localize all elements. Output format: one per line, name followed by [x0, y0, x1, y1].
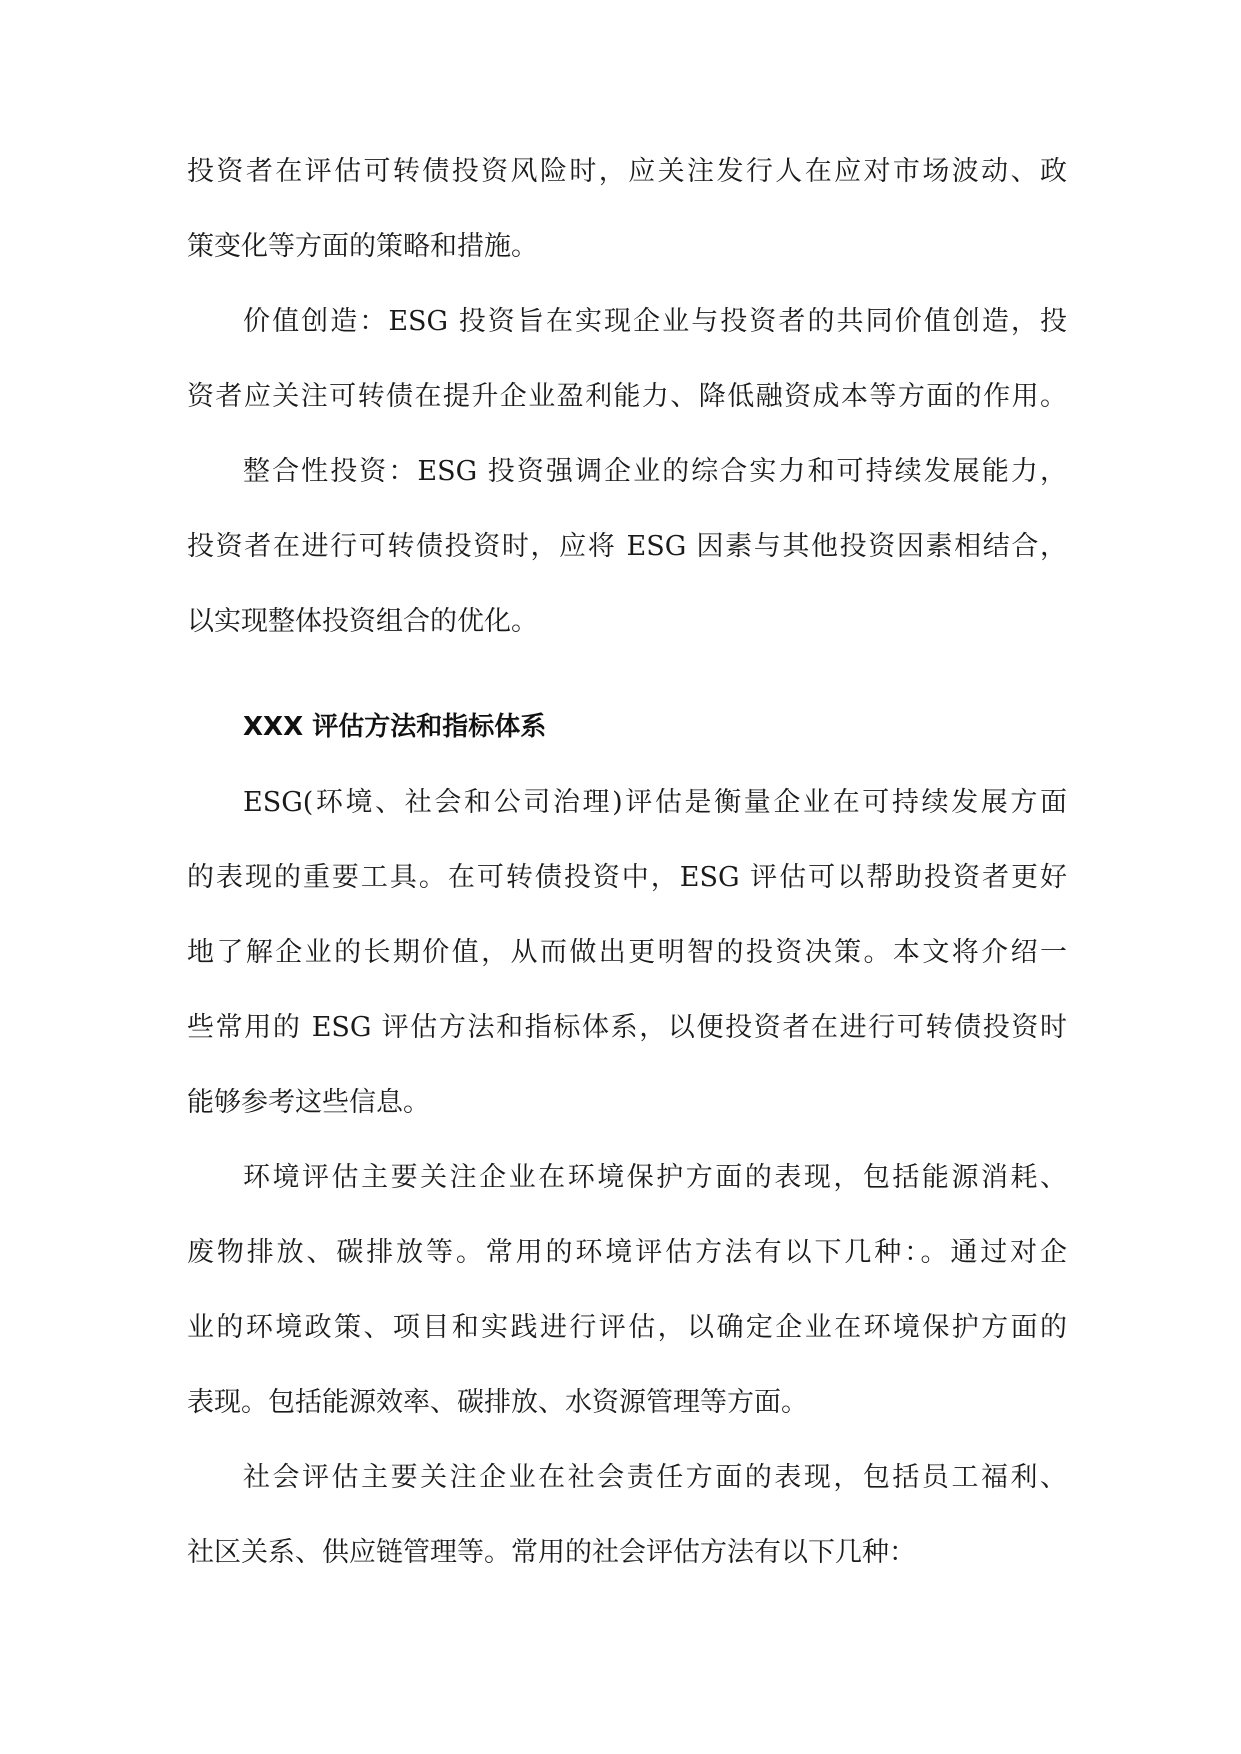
text-line: 些常用的 ESG 评估方法和指标体系，以便投资者在进行可转债投资时: [187, 1012, 1067, 1043]
text-line: 地了解企业的长期价值，从而做出更明智的投资决策。本文将介绍一: [187, 937, 1067, 968]
text-line: 环境评估主要关注企业在环境保护方面的表现，包括能源消耗、: [243, 1162, 1067, 1193]
text-line: 业的环境政策、项目和实践进行评估，以确定企业在环境保护方面的: [187, 1312, 1067, 1343]
text-line: 表现。包括能源效率、碳排放、水资源管理等方面。: [187, 1387, 808, 1418]
text-line: 社会评估主要关注企业在社会责任方面的表现，包括员工福利、: [243, 1462, 1067, 1493]
text-line: 以实现整体投资组合的优化。: [187, 606, 538, 637]
text-line: ESG(环境、社会和公司治理)评估是衡量企业在可持续发展方面: [243, 787, 1067, 818]
text-line: 投资者在评估可转债投资风险时，应关注发行人在应对市场波动、政: [187, 156, 1067, 187]
text-line: 社区关系、供应链管理等。常用的社会评估方法有以下几种：: [187, 1537, 916, 1568]
paragraph: [187, 765, 1067, 1140]
text-line: 的表现的重要工具。在可转债投资中，ESG 评估可以帮助投资者更好: [187, 862, 1067, 893]
text-line: 投资者在进行可转债投资时，应将 ESG 因素与其他投资因素相结合，: [187, 531, 1067, 562]
paragraph: [187, 284, 1067, 434]
text-line: 废物排放、碳排放等。常用的环境评估方法有以下几种：。通过对企: [187, 1237, 1067, 1268]
text-line: 价值创造：ESG 投资旨在实现企业与投资者的共同价值创造，投: [243, 306, 1067, 337]
paragraph: [187, 134, 1067, 284]
text-line: 资者应关注可转债在提升企业盈利能力、降低融资成本等方面的作用。: [187, 381, 1067, 412]
text-line: 整合性投资：ESG 投资强调企业的综合实力和可持续发展能力，: [243, 456, 1067, 487]
paragraph: [187, 1140, 1067, 1440]
text-line: 能够参考这些信息。: [187, 1087, 430, 1118]
paragraph: [187, 434, 1067, 659]
paragraph: [187, 1440, 1067, 1590]
section-heading: XXX 评估方法和指标体系: [243, 712, 547, 742]
text-line: 策变化等方面的策略和措施。: [187, 231, 538, 262]
